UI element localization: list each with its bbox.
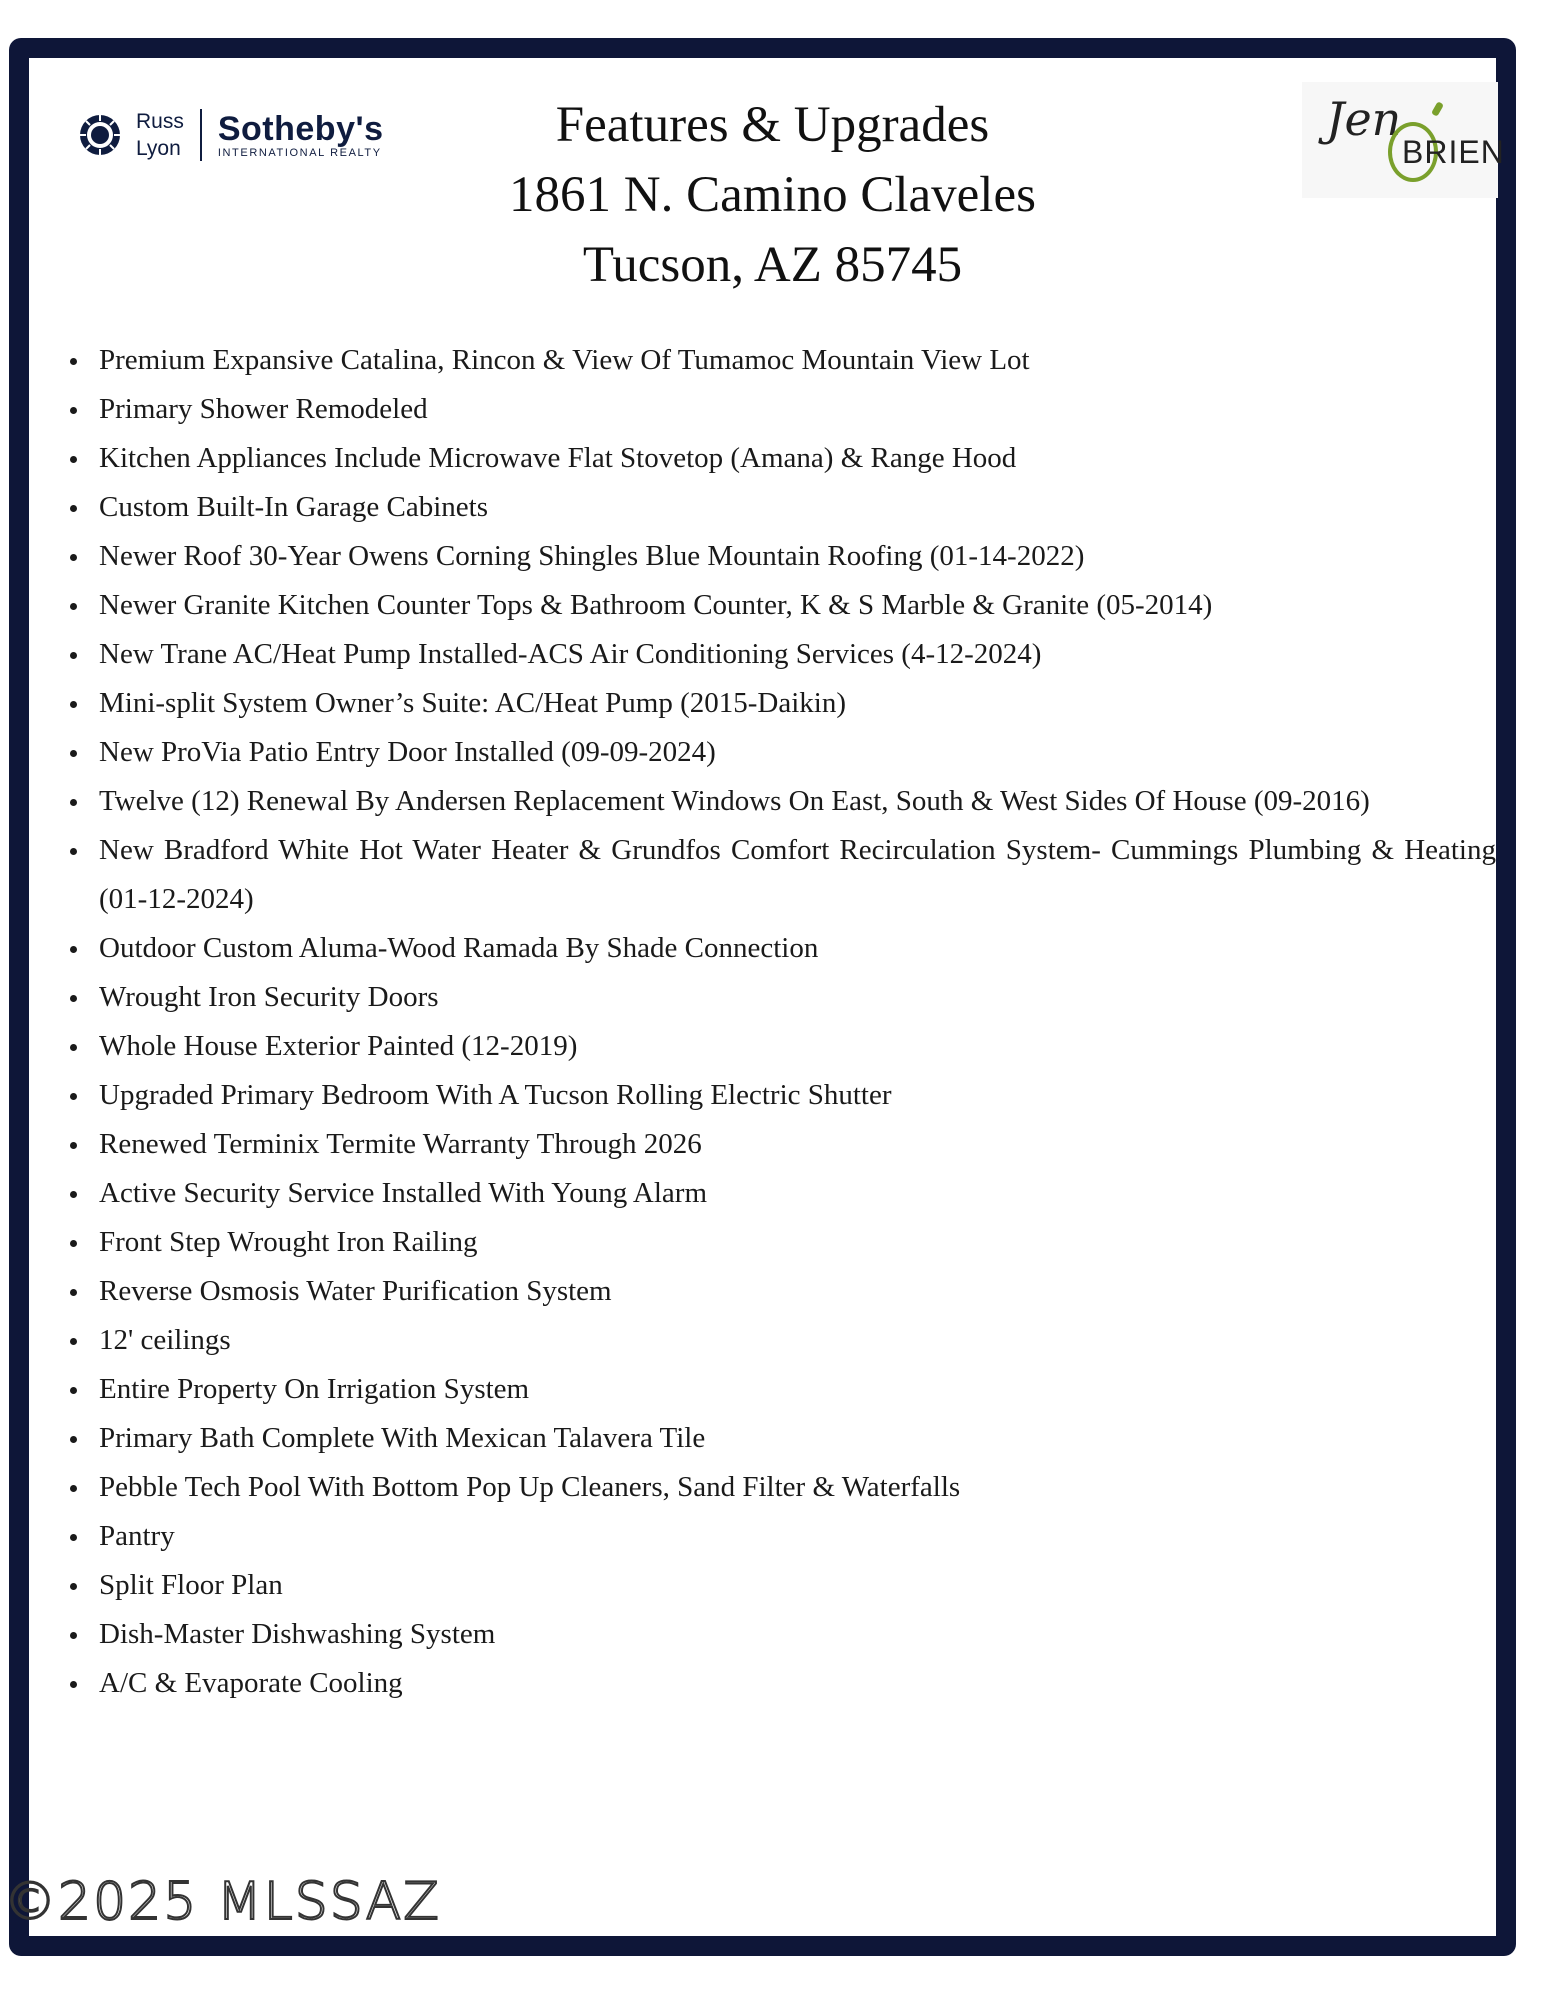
list-item: Dish-Master Dishwashing System: [66, 1610, 1496, 1659]
list-item: 12' ceilings: [66, 1316, 1496, 1365]
list-item: Custom Built-In Garage Cabinets: [66, 483, 1496, 532]
list-item: Front Step Wrought Iron Railing: [66, 1218, 1496, 1267]
list-item: A/C & Evaporate Cooling: [66, 1659, 1496, 1708]
bullet-icon: [70, 358, 77, 365]
brand-line-1: Russ: [136, 110, 184, 133]
bullet-icon: [70, 1583, 77, 1590]
list-item: Newer Granite Kitchen Counter Tops & Bathroom Counter, K & S Marble & Granite (05-2014): [66, 581, 1496, 630]
bullet-icon: [70, 1044, 77, 1051]
bullet-icon: [70, 1191, 77, 1198]
bullet-icon: [70, 1338, 77, 1345]
mls-watermark: ©2025 MLSSAZ: [4, 1872, 441, 1932]
list-item: Whole House Exterior Painted (12-2019): [66, 1022, 1496, 1071]
list-item: Newer Roof 30-Year Owens Corning Shingles Blue Mountain Roofing (01-14-2022): [66, 532, 1496, 581]
bullet-icon: [70, 995, 77, 1002]
bullet-icon: [70, 456, 77, 463]
bullet-icon: [70, 1289, 77, 1296]
bullet-icon: [70, 1436, 77, 1443]
list-item: Reverse Osmosis Water Purification System: [66, 1267, 1496, 1316]
bullet-icon: [70, 750, 77, 757]
logo-script-name: Jen: [1326, 92, 1402, 146]
bullet-icon: [70, 701, 77, 708]
list-item: Primary Shower Remodeled: [66, 385, 1496, 434]
city-line: Tucson, AZ 85745: [582, 237, 963, 293]
bullet-icon: [70, 1534, 77, 1541]
list-item: New Bradford White Hot Water Heater & Grundfos Comfort Recirculation System- Cummings Plumbing & Heating (01-12-2024): [66, 826, 1496, 924]
list-item: Entire Property On Irrigation System: [66, 1365, 1496, 1414]
list-item: Pantry: [66, 1512, 1496, 1561]
bullet-icon: [70, 848, 77, 855]
bullet-icon: [70, 1387, 77, 1394]
address-line: 1861 N. Camino Claveles: [509, 167, 1036, 223]
list-item: Outdoor Custom Aluma-Wood Ramada By Shade Connection: [66, 924, 1496, 973]
bullet-icon: [70, 1142, 77, 1149]
bullet-icon: [70, 505, 77, 512]
bullet-icon: [70, 1240, 77, 1247]
list-item: Kitchen Appliances Include Microwave Flat Stovetop (Amana) & Range Hood: [66, 434, 1496, 483]
list-item: New ProVia Patio Entry Door Installed (09-09-2024): [66, 728, 1496, 777]
features-list: [66, 336, 1496, 1708]
list-item: Pebble Tech Pool With Bottom Pop Up Cleaners, Sand Filter & Waterfalls: [66, 1463, 1496, 1512]
list-item: Primary Bath Complete With Mexican Talavera Tile: [66, 1414, 1496, 1463]
bullet-icon: [70, 1485, 77, 1492]
list-item: Renewed Terminix Termite Warranty Through 2026: [66, 1120, 1496, 1169]
list-item: Wrought Iron Security Doors: [66, 973, 1496, 1022]
list-item: Mini-split System Owner’s Suite: AC/Heat Pump (2015-Daikin): [66, 679, 1496, 728]
list-item: Premium Expansive Catalina, Rincon & View Of Tumamoc Mountain View Lot: [66, 336, 1496, 385]
bullet-icon: [70, 1681, 77, 1688]
list-item: New Trane AC/Heat Pump Installed-ACS Air Conditioning Services (4-12-2024): [66, 630, 1496, 679]
list-item: Twelve (12) Renewal By Andersen Replacement Windows On East, South & West Sides Of House (09-2016): [66, 777, 1496, 826]
sothebys-name: Sotheby's: [217, 110, 384, 148]
bullet-icon: [70, 946, 77, 953]
logo-surname: BRIEN: [1402, 134, 1505, 170]
list-item: Upgraded Primary Bedroom With A Tucson Rolling Electric Shutter: [66, 1071, 1496, 1120]
brand-line-2: Lyon: [136, 137, 181, 160]
bullet-icon: [70, 554, 77, 561]
bullet-icon: [70, 1632, 77, 1639]
bullet-icon: [70, 799, 77, 806]
bullet-icon: [70, 603, 77, 610]
list-item: Active Security Service Installed With Young Alarm: [66, 1169, 1496, 1218]
bullet-icon: [70, 652, 77, 659]
list-item: Split Floor Plan: [66, 1561, 1496, 1610]
bullet-icon: [70, 407, 77, 414]
sothebys-subtitle: INTERNATIONAL REALTY: [217, 147, 382, 159]
page-title: Features & Upgrades: [555, 97, 990, 153]
bullet-icon: [70, 1093, 77, 1100]
